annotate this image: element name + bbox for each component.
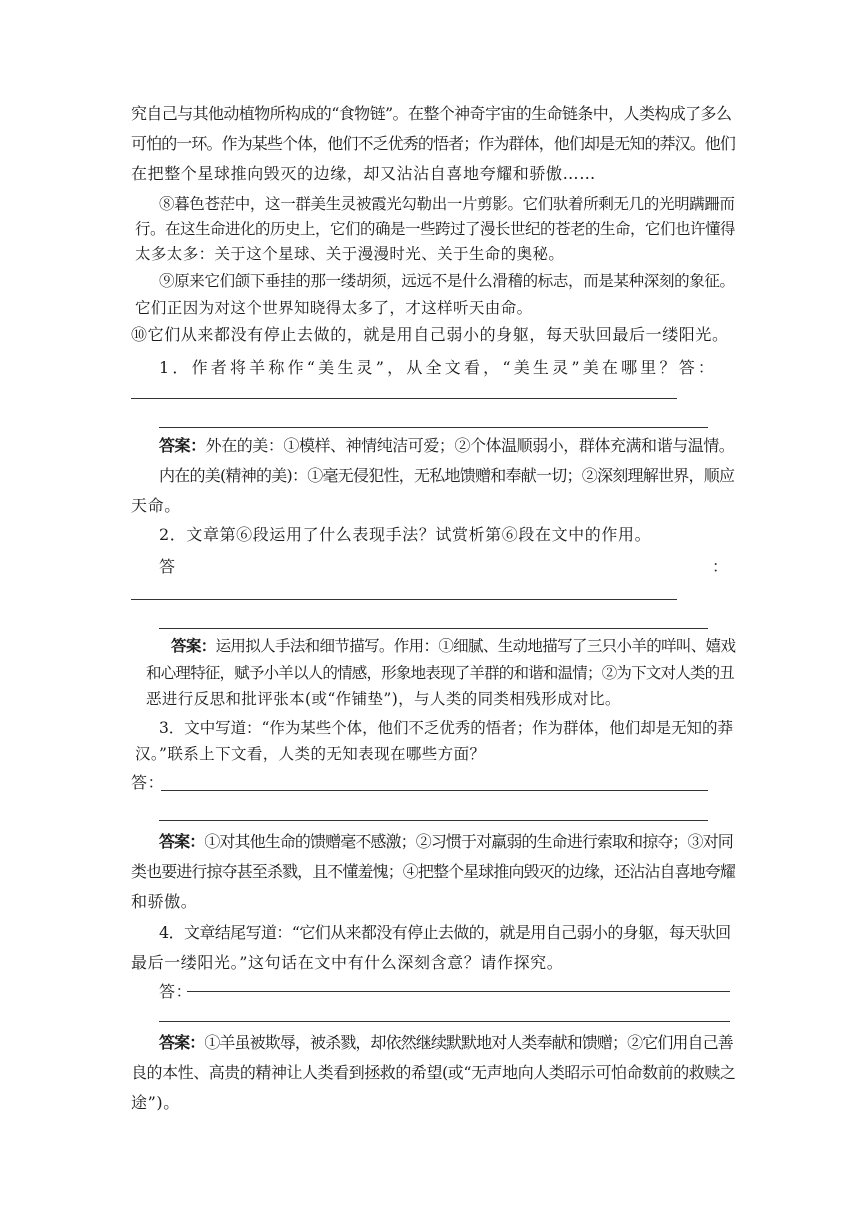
answer-line	[161, 790, 708, 791]
question-4-line-1: 4．文章结尾写道：“它们从来都没有停止去做的，就是用自己弱小的身躯，每天驮回	[159, 923, 731, 942]
answer-line	[159, 427, 708, 428]
question-4-line-2: 最后一缕阳光。”这句话在文中有什么深刻含意？请作探究。	[131, 953, 564, 972]
answer-2-line-2: 和心理特征，赋予小羊以人的情感，形象地表现了羊群的和谐和温情；②为下文对人类的丑	[146, 664, 735, 682]
answer-2-line-1	[171, 635, 735, 657]
answer-line	[187, 991, 730, 992]
paragraph-10: ⑩它们从来都没有停止去做的，就是用自己弱小的身躯，每天驮回最后一缕阳光。	[131, 325, 729, 344]
answer-label: 答案：	[171, 636, 216, 655]
answer-label: 答案：	[159, 832, 205, 851]
question-3-line-1: 3．文中写道：“作为某些个体，他们不乏优秀的悟者；作为群体，他们却是无知的莽	[159, 719, 733, 737]
paragraph-8-line-2: 行。在这生命进化的历史上，它们的确是一些跨过了漫长世纪的苍老的生命，它们也许懂得	[135, 220, 736, 238]
answer-label: 答案：	[159, 436, 206, 455]
answer-text: 外在的美：①模样、神情纯洁可爱；②个体温顺弱小，群体充满和谐与温情。	[205, 436, 735, 455]
answer-prefix: 答	[159, 557, 176, 576]
answer-prefix: 答：	[159, 982, 193, 1001]
paragraph-9-line-1: ⑨原来它们颌下垂挂的那一缕胡须，远远不是什么滑稽的标志，而是某种深刻的象征。	[159, 272, 735, 290]
answer-1-line-1	[159, 435, 734, 457]
answer-line	[131, 599, 677, 600]
answer-text: ①羊虽被欺辱，被杀戮，却依然继续默默地对人类奉献和馈赠；②它们用自己善	[204, 1033, 733, 1052]
question-3-line-2: 汉。”联系上下文看，人类的无知表现在哪些方面？	[135, 745, 486, 763]
answer-1-line-2: 内在的美(精神的美)：①毫无侵犯性，无私地馈赠和奉献一切；②深刻理解世界，顺应	[159, 466, 735, 485]
paragraph-9-line-2: 它们正因为对这个世界知晓得太多了，才这样听天由命。	[135, 299, 533, 317]
paragraph-8-line-3: 太多太多：关于这个星球、关于漫漫时光、关于生命的奥秘。	[135, 245, 565, 263]
answer-line	[159, 628, 708, 629]
answer-2-line-3: 恶进行反思和批评张本(或“作铺垫”)，与人类的同类相残形成对比。	[146, 690, 621, 708]
answer-colon: ：	[712, 557, 729, 576]
paragraph-8-line-1: ⑧暮色苍茫中，这一群美生灵被霞光勾勒出一片剪影。它们驮着所剩无几的光明蹒跚而	[159, 195, 735, 213]
question-2: 2．文章第⑥段运用了什么表现手法？试赏析第⑥段在文中的作用。	[159, 525, 652, 544]
question-1: 1．作者将羊称作“美生灵”，从全文看，“美生灵”美在哪里？答：	[159, 358, 718, 377]
answer-4-line-2: 良的本性、高贵的精神让人类看到拯救的希望(或“无声地向人类昭示可怕命数前的救赎之	[131, 1063, 736, 1082]
passage-line-2: 可怕的一环。作为某些个体，他们不乏优秀的悟者；作为群体，他们却是无知的莽汉。他们	[131, 134, 736, 153]
answer-3-line-1	[159, 831, 733, 853]
passage-line-3: 在把整个星球推向毁灭的边缘，却又沾沾自喜地夸耀和骄傲……	[131, 164, 596, 183]
answer-4-line-3: 途”)。	[131, 1093, 180, 1112]
answer-3-line-3: 和骄傲。	[131, 892, 198, 911]
answer-3-line-2: 类也要进行掠夺甚至杀戮，且不懂羞愧；④把整个星球推向毁灭的边缘，还沾沾自喜地夸耀	[131, 862, 736, 881]
answer-1-line-3: 天命。	[131, 496, 181, 515]
answer-line	[159, 1021, 730, 1022]
answer-text: 运用拟人手法和细节描写。作用：①细腻、生动地描写了三只小羊的咩叫、嬉戏	[215, 637, 736, 655]
answer-label: 答案：	[159, 1033, 205, 1052]
passage-line-1: 究自己与其他动植物所构成的“食物链”。在整个神奇宇宙的生命链条中，人类构成了多么	[131, 104, 732, 123]
answer-text: ①对其他生命的馈赠毫不感激；②习惯于对羸弱的生命进行索取和掠夺；③对同	[204, 832, 733, 851]
answer-line	[131, 398, 677, 399]
answer-prefix: 答：	[131, 773, 165, 792]
answer-4-line-1	[159, 1032, 733, 1054]
answer-line	[159, 820, 708, 821]
